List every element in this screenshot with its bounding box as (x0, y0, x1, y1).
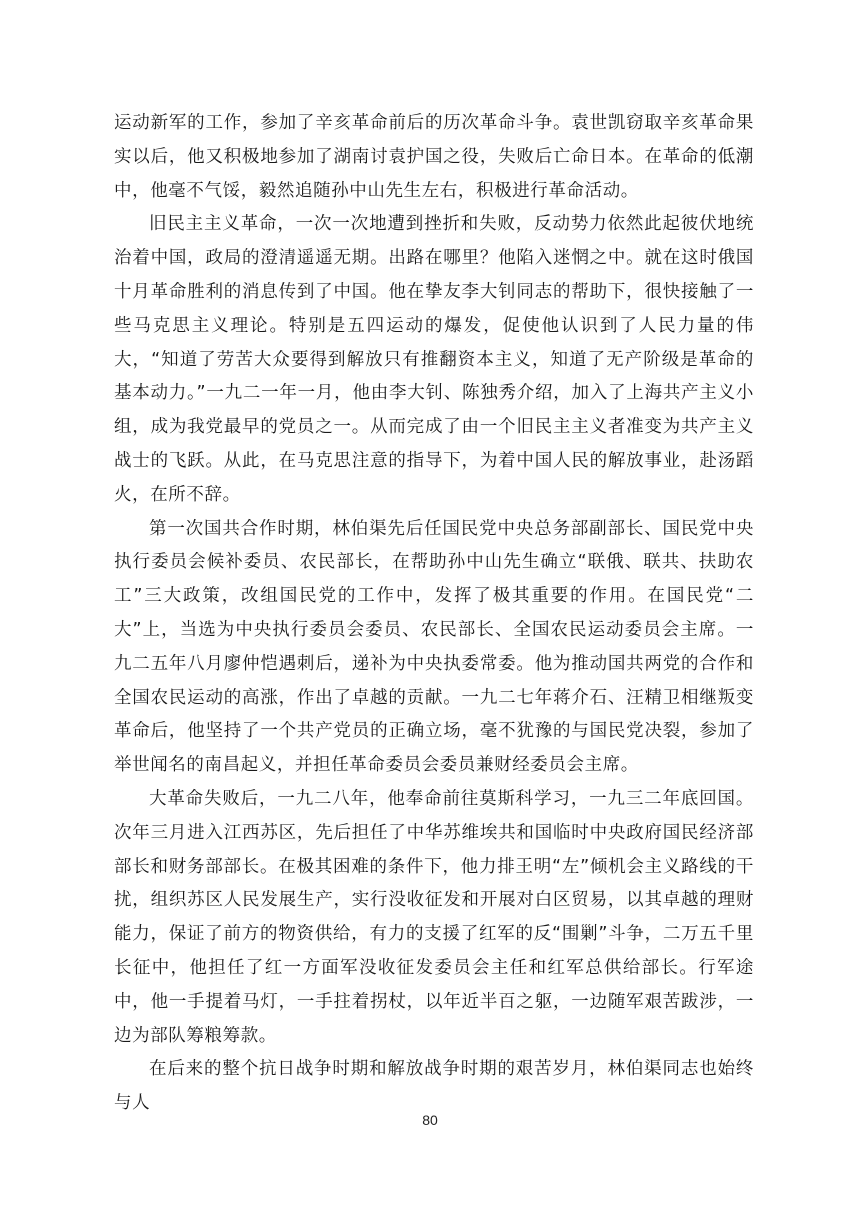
page-number: 80 (422, 1112, 438, 1128)
paragraph: 大革命失败后，一九二八年，他奉命前往莫斯科学习，一九三二年底回国。次年三月进入江西苏区，先后担任了中华苏维埃共和国临时中央政府国民经济部部长和财务部部长。在极其困难的条件下，他力排王明“左”倾机会主义路线的干扰，组织苏区人民发展生产，实行没收征发和开展对白区贸易，以其卓越的理财能力，保证了前方的物资供给，有力的支援了红军的反“围剿”斗争，二万五千里长征中，他担任了红一方面军没收征发委员会主任和红军总供给部长。行军途中，他一手提着马灯，一手拄着拐杖，以年近半百之躯，一边随军艰苦跋涉，一边为部队筹粮筹款。 (114, 788, 754, 1046)
paragraph: 在后来的整个抗日战争时期和解放战争时期的艰苦岁月，林伯渠同志也始终与人 (114, 1059, 754, 1114)
paragraph-continued: 运动新军的工作，参加了辛亥革命前后的历次革命斗争。袁世凯窃取辛亥革命果实以后，他又积极地参加了湖南讨袁护国之役，失败后亡命日本。在革命的低潮中，他毫不气馁，毅然追随孙中山先生左右，积极进行革命活动。 (114, 113, 754, 201)
paragraph: 旧民主主义革命，一次一次地遭到挫折和失败，反动势力依然此起彼伏地统治着中国，政局的澄清遥遥无期。出路在哪里？他陷入迷惘之中。就在这时俄国十月革命胜利的消息传到了中国。他在挚友李大钊同志的帮助下，很快接触了一些马克思主义理论。特别是五四运动的爆发，促使他认识到了人民力量的伟大，“知道了劳苦大众要得到解放只有推翻资本主义，知道了无产阶级是革命的基本动力。”一九二一年一月，他由李大钊、陈独秀介绍，加入了上海共产主义小组，成为我党最早的党员之一。从而完成了由一个旧民主主义者准变为共产主义战士的飞跃。从此，在马克思注意的指导下，为着中国人民的解放事业，赴汤蹈火，在所不辞。 (114, 214, 754, 505)
document-body (114, 107, 754, 1121)
paragraph: 第一次国共合作时期，林伯渠先后任国民党中央总务部副部长、国民党中央执行委员会候补委员、农民部长，在帮助孙中山先生确立“联俄、联共、扶助农工”三大政策，改组国民党的工作中，发挥了极其重要的作用。在国民党“二大”上，当选为中央执行委员会委员、农民部长、全国农民运动委员会主席。一九二五年八月廖仲恺遇刺后，递补为中央执委常委。他为推动国共两党的合作和全国农民运动的高涨，作出了卓越的贡献。一九二七年蒋介石、汪精卫相继叛变革命后，他坚持了一个共产党员的正确立场，毫不犹豫的与国民党决裂，参加了举世闻名的南昌起义，并担任革命委员会委员兼财经委员会主席。 (114, 518, 754, 776)
